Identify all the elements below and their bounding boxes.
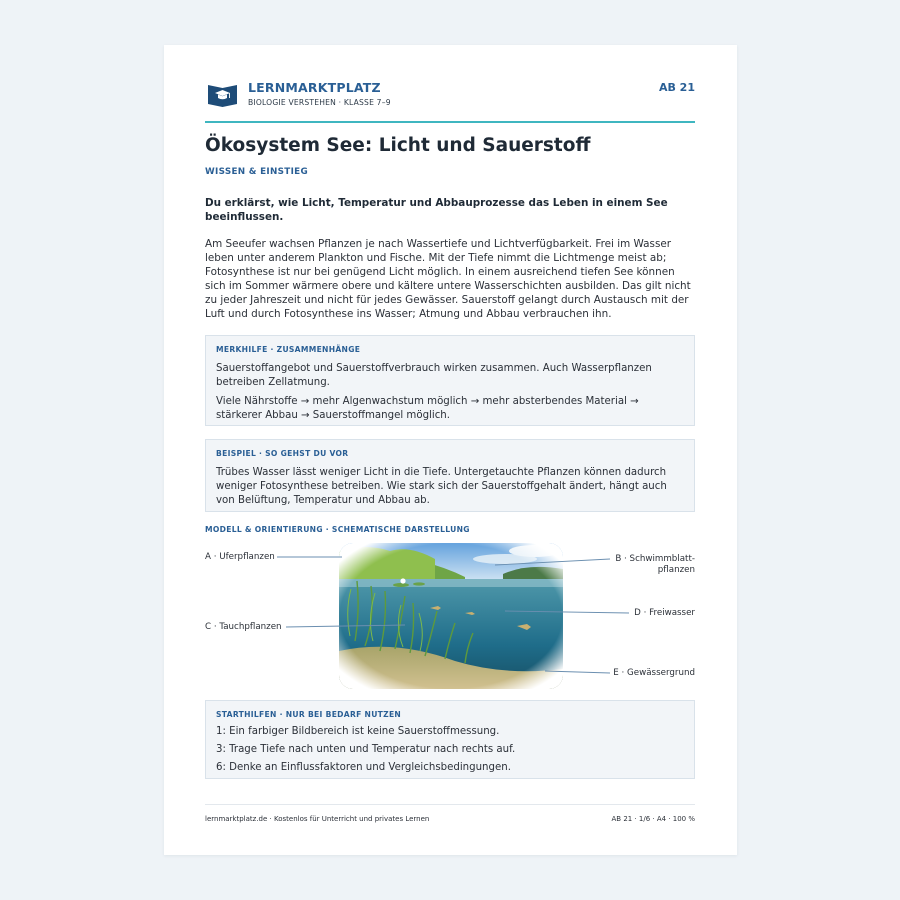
worksheet-page: [164, 45, 737, 855]
starthilfen-item: 6: Denke an Einflussfaktoren und Vergleichsbedingungen.: [216, 762, 511, 773]
label-schwimmblattpflanzen-line1: B · Schwimmblatt-: [615, 554, 695, 564]
footer-rule: [205, 804, 695, 805]
sheet-id: AB 21: [658, 81, 695, 94]
starthilfen-box: [205, 700, 695, 779]
label-freiwasser: D · Freiwasser: [634, 608, 695, 618]
lake-figure: [205, 541, 695, 691]
model-title: MODELL & ORIENTIERUNG · SCHEMATISCHE DARSTELLUNG: [205, 525, 470, 534]
body-text: Am Seeufer wachsen Pflanzen je nach Wassertiefe und Lichtverfügbarkeit. Frei im Wasser leben unter anderem Plankton und Fische. Mit der Tiefe nimmt die Lichtmenge meist ab; Fotosynthese ist nur bei genügend Licht möglich. In einem ausreichend tiefen See können sich im Sommer wärmere obere und kältere untere Wasserschichten ausbilden. Das gilt nicht zu jeder Jahreszeit und nicht für jedes Gewässer. Sauerstoff gelangt durch Austausch mit der Luft und durch Fotosynthese ins Wasser; Atmung und Abbau verbrauchen ihn.: [205, 238, 691, 321]
footer-right: AB 21 · 1/6 · A4 · 100 %: [611, 815, 695, 823]
label-schwimmblattpflanzen-line2: pflanzen: [657, 565, 695, 575]
merkhilfe-paragraph: Sauerstoffangebot und Sauerstoffverbrauch wirken zusammen. Auch Wasserpflanzen betreiben Zellatmung.: [216, 363, 652, 388]
header-rule: [205, 121, 695, 123]
starthilfen-item: 3: Trage Tiefe nach unten und Temperatur nach rechts auf.: [216, 744, 516, 755]
page-title: Ökosystem See: Licht und Sauerstoff: [205, 135, 591, 156]
beispiel-title: BEISPIEL · SO GEHST DU VOR: [216, 449, 349, 458]
starthilfen-item: 1: Ein farbiger Bildbereich ist keine Sauerstoffmessung.: [216, 726, 500, 737]
open-book-graduation-cap-icon: [207, 81, 238, 107]
brand-name: LERNMARKTPLATZ: [248, 80, 381, 95]
beispiel-box: [205, 439, 695, 512]
label-tauchpflanzen: C · Tauchpflanzen: [205, 622, 282, 632]
label-uferpflanzen: A · Uferpflanzen: [205, 552, 275, 562]
merkhilfe-box: [205, 335, 695, 426]
lead-text: Du erklärst, wie Licht, Temperatur und Abbauprozesse das Leben in einem See beeinflussen.: [205, 197, 668, 223]
merkhilfe-paragraph: Viele Nährstoffe → mehr Algenwachstum möglich → mehr absterbendes Material → stärkerer Abbau → Sauerstoffmangel möglich.: [216, 396, 639, 421]
starthilfen-title: STARTHILFEN · NUR BEI BEDARF NUTZEN: [216, 710, 402, 719]
merkhilfe-title: MERKHILFE · ZUSAMMENHÄNGE: [216, 345, 361, 354]
beispiel-paragraph: Trübes Wasser lässt weniger Licht in die Tiefe. Untergetauchte Pflanzen können dadurch weniger Fotosynthese betreiben. Wie stark sich der Sauerstoffgehalt ändert, hängt auch von Belüftung, Temperatur und Abbau ab.: [216, 467, 667, 506]
footer-left: lernmarktplatz.de · Kostenlos für Unterricht und privates Lernen: [205, 815, 430, 823]
label-gewaessergrund: E · Gewässergrund: [613, 668, 695, 678]
section-kicker: WISSEN & EINSTIEG: [205, 167, 309, 177]
brand-subtitle: BIOLOGIE VERSTEHEN · KLASSE 7–9: [248, 98, 391, 107]
page-header: [205, 80, 695, 122]
